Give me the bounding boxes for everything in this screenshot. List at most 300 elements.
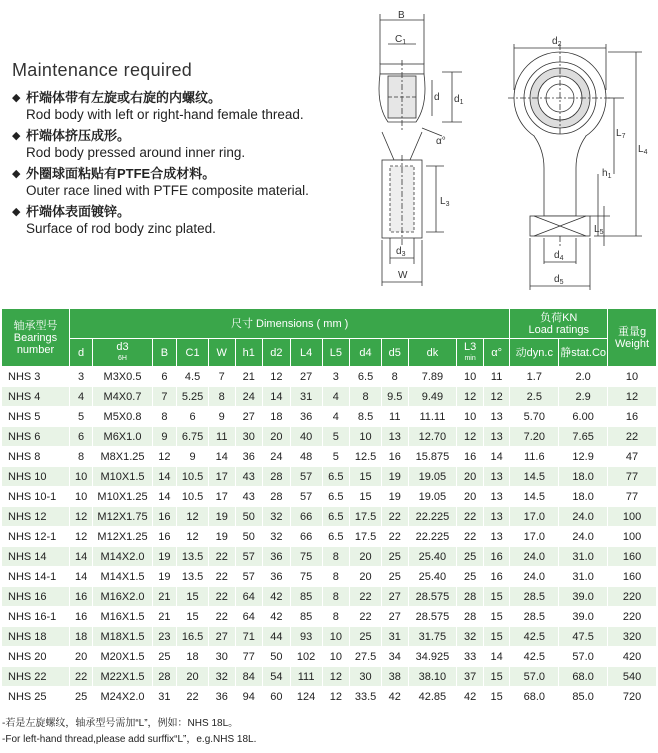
table-body <box>2 367 657 707</box>
table-cell: 10 <box>322 627 350 647</box>
table-cell: 85 <box>290 607 322 627</box>
table-cell: 8 <box>322 567 350 587</box>
table-cell: 28 <box>457 587 484 607</box>
table-cell: 16 <box>483 547 510 567</box>
table-cell: 66 <box>290 507 322 527</box>
table-cell: 15 <box>483 607 510 627</box>
table-cell: 2.5 <box>510 387 559 407</box>
table-cell: 9.49 <box>408 387 457 407</box>
table-cell: 31.0 <box>559 567 608 587</box>
table-cell: 11 <box>483 367 510 387</box>
table-cell: 10 <box>322 647 350 667</box>
maintenance-section <box>10 60 365 241</box>
table-cell: 20 <box>263 427 291 447</box>
table-cell: 22 <box>208 587 235 607</box>
table-cell: 66 <box>290 527 322 547</box>
table-cell: 16 <box>608 407 657 427</box>
table-cell: 12 <box>69 507 92 527</box>
table-cell: 21 <box>152 607 176 627</box>
footnote-en: -For left-hand thread,please add surffix“L”，e.g.NHS 18L. <box>2 734 257 745</box>
table-cell: 77 <box>608 487 657 507</box>
table-cell: 33.5 <box>350 687 382 707</box>
table-cell: 6.5 <box>322 487 350 507</box>
table-cell: 11.11 <box>408 407 457 427</box>
table-cell: 25 <box>152 647 176 667</box>
table-cell: 17.5 <box>350 507 382 527</box>
table-cell: 23 <box>152 627 176 647</box>
col-header: dk <box>408 339 457 367</box>
feature-cn: 杆端体挤压成形。 <box>26 128 131 143</box>
table-cell: 31 <box>381 627 408 647</box>
feature-cn: 杆端体表面镀锌。 <box>26 204 131 219</box>
table-cell: 27 <box>208 627 235 647</box>
rod-end-front-view-drawing <box>498 0 658 300</box>
table-cell: 77 <box>608 467 657 487</box>
table-cell: 57 <box>290 467 322 487</box>
table-cell: 24.0 <box>559 527 608 547</box>
table-cell: 43 <box>235 467 263 487</box>
table-cell: 16.5 <box>177 627 209 647</box>
table-cell: M8X1.25 <box>93 447 152 467</box>
col-header: W <box>208 339 235 367</box>
table-row <box>2 547 657 567</box>
table-cell: M18X1.5 <box>93 627 152 647</box>
table-cell: 36 <box>290 407 322 427</box>
table-cell: 48 <box>290 447 322 467</box>
table-cell: 28 <box>263 467 291 487</box>
table-cell: 31 <box>290 387 322 407</box>
table-cell: 42 <box>381 687 408 707</box>
table-cell: 20 <box>177 667 209 687</box>
table-cell: 28 <box>457 607 484 627</box>
table-cell: 13 <box>381 427 408 447</box>
table-cell: 14 <box>69 567 92 587</box>
table-cell: 15 <box>483 687 510 707</box>
table-cell: 14.5 <box>510 467 559 487</box>
table-cell: 28.575 <box>408 607 457 627</box>
table-cell: 71 <box>235 627 263 647</box>
table-cell: 10 <box>69 467 92 487</box>
table-cell: 39.0 <box>559 587 608 607</box>
table-cell: 22 <box>457 527 484 547</box>
table-cell: 57.0 <box>559 647 608 667</box>
label-L3: $L_3$ <box>440 196 450 208</box>
table-cell: 39.0 <box>559 607 608 627</box>
table-cell: 6.5 <box>322 467 350 487</box>
bullet-icon: ◆ <box>12 206 21 218</box>
table-cell: 22 <box>208 567 235 587</box>
table-cell: 13 <box>483 487 510 507</box>
table-cell: 8 <box>69 447 92 467</box>
bearing-number-cell: NHS 22 <box>2 667 70 687</box>
table-cell: 31.0 <box>559 547 608 567</box>
table-cell: 12 <box>177 507 209 527</box>
table-cell: 13 <box>483 467 510 487</box>
table-cell: M10X1.5 <box>93 467 152 487</box>
table-cell: 85.0 <box>559 687 608 707</box>
table-cell: 5.70 <box>510 407 559 427</box>
table-cell: 8 <box>322 547 350 567</box>
table-cell: 34.925 <box>408 647 457 667</box>
table-cell: 47.5 <box>559 627 608 647</box>
table-cell: 10 <box>457 407 484 427</box>
table-cell: 28.5 <box>510 607 559 627</box>
feature-en: Surface of rod body zinc plated. <box>26 221 216 236</box>
header-load-ratings: 负荷KN Load ratings <box>510 309 608 339</box>
table-cell: 36 <box>263 567 291 587</box>
feature-item <box>10 127 365 161</box>
table-cell: 15 <box>177 607 209 627</box>
table-cell: 17 <box>208 467 235 487</box>
table-cell: 4 <box>322 407 350 427</box>
table-cell: 22 <box>381 527 408 547</box>
table-cell: 4 <box>322 387 350 407</box>
table-cell: 42 <box>457 687 484 707</box>
table-cell: 22 <box>350 607 382 627</box>
table-cell: 14 <box>152 487 176 507</box>
table-cell: 11 <box>381 407 408 427</box>
table-cell: 8 <box>322 607 350 627</box>
table-cell: M12X1.25 <box>93 527 152 547</box>
table-cell: 9 <box>208 407 235 427</box>
table-cell: 100 <box>608 527 657 547</box>
table-cell: 2.9 <box>559 387 608 407</box>
table-cell: 33 <box>457 647 484 667</box>
table-cell: 6 <box>177 407 209 427</box>
table-cell: 10.5 <box>177 467 209 487</box>
table-cell: 22 <box>381 507 408 527</box>
table-cell: 54 <box>263 667 291 687</box>
table-cell: 25.40 <box>408 567 457 587</box>
table-cell: 14.5 <box>510 487 559 507</box>
table-cell: 43 <box>235 487 263 507</box>
table-row <box>2 427 657 447</box>
table-cell: 8 <box>152 407 176 427</box>
table-cell: 17.0 <box>510 527 559 547</box>
table-cell: 21 <box>235 367 263 387</box>
table-cell: 24 <box>263 447 291 467</box>
bearing-number-cell: NHS 20 <box>2 647 70 667</box>
table-cell: 11.6 <box>510 447 559 467</box>
bullet-icon: ◆ <box>12 130 21 142</box>
bullet-icon: ◆ <box>12 168 21 180</box>
table-cell: 320 <box>608 627 657 647</box>
col-header: B <box>152 339 176 367</box>
table-cell: 17 <box>208 487 235 507</box>
table-row <box>2 447 657 467</box>
table-cell: 13 <box>483 407 510 427</box>
table-cell: 57 <box>235 547 263 567</box>
table-cell: 38 <box>381 667 408 687</box>
table-cell: M16X1.5 <box>93 607 152 627</box>
table-cell: 15 <box>350 487 382 507</box>
table-cell: 22.225 <box>408 527 457 547</box>
table-cell: 32 <box>263 507 291 527</box>
table-cell: 18.0 <box>559 487 608 507</box>
table-cell: 9 <box>177 447 209 467</box>
table-cell: 2.0 <box>559 367 608 387</box>
table-cell: 18 <box>263 407 291 427</box>
table-cell: 12.9 <box>559 447 608 467</box>
table-row <box>2 507 657 527</box>
table-cell: 14 <box>69 547 92 567</box>
table-cell: 13.5 <box>177 567 209 587</box>
feature-en: Rod body pressed around inner ring. <box>26 145 246 160</box>
table-cell: 16 <box>483 567 510 587</box>
feature-en: Rod body with left or right-hand female thread. <box>26 107 304 122</box>
bearing-number-cell: NHS 16-1 <box>2 607 70 627</box>
table-cell: 6 <box>69 427 92 447</box>
table-cell: 18.0 <box>559 467 608 487</box>
table-cell: 5.25 <box>177 387 209 407</box>
table-cell: 28 <box>263 487 291 507</box>
table-cell: 27.5 <box>350 647 382 667</box>
table-cell: 8 <box>322 587 350 607</box>
table-cell: 22 <box>69 667 92 687</box>
col-header: L5 <box>322 339 350 367</box>
bearing-number-cell: NHS 12-1 <box>2 527 70 547</box>
table-cell: 20 <box>69 647 92 667</box>
table-cell: 420 <box>608 647 657 667</box>
table-cell: M5X0.8 <box>93 407 152 427</box>
table-cell: 32 <box>263 527 291 547</box>
table-cell: 5 <box>322 447 350 467</box>
table-cell: M20X1.5 <box>93 647 152 667</box>
col-header: h1 <box>235 339 263 367</box>
table-cell: 64 <box>235 607 263 627</box>
table-cell: 10.5 <box>177 487 209 507</box>
table-cell: 85 <box>290 587 322 607</box>
table-cell: 93 <box>290 627 322 647</box>
table-cell: 12 <box>608 387 657 407</box>
label-alpha: α° <box>436 136 446 147</box>
table-cell: 25 <box>381 547 408 567</box>
table-cell: 36 <box>208 687 235 707</box>
table-cell: 4.5 <box>177 367 209 387</box>
specification-table <box>1 308 657 707</box>
table-cell: 22 <box>608 427 657 447</box>
feature-cn: 外圈球面粘贴有PTFE合成材料。 <box>26 166 216 181</box>
col-header: 动dyn.c <box>510 339 559 367</box>
header-bearing-number: 轴承型号 Bearings number <box>2 309 70 367</box>
table-row <box>2 527 657 547</box>
table-cell: 15 <box>483 627 510 647</box>
table-cell: 44 <box>263 627 291 647</box>
table-row <box>2 387 657 407</box>
table-cell: 40 <box>290 427 322 447</box>
table-row <box>2 667 657 687</box>
table-cell: 50 <box>235 527 263 547</box>
table-cell: 34 <box>381 647 408 667</box>
table-cell: 22 <box>350 587 382 607</box>
table-cell: M6X1.0 <box>93 427 152 447</box>
table-cell: 111 <box>290 667 322 687</box>
bearing-number-cell: NHS 8 <box>2 447 70 467</box>
label-C1: $C_1$ <box>395 34 407 46</box>
bearing-number-cell: NHS 25 <box>2 687 70 707</box>
table-cell: 6.00 <box>559 407 608 427</box>
table-cell: 38.10 <box>408 667 457 687</box>
label-d3: $d_3$ <box>396 246 406 258</box>
table-cell: 25 <box>381 567 408 587</box>
table-cell: 13 <box>483 427 510 447</box>
table-cell: 16 <box>152 507 176 527</box>
table-cell: 25.40 <box>408 547 457 567</box>
col-header: d <box>69 339 92 367</box>
table-cell: 84 <box>235 667 263 687</box>
table-cell: 14 <box>208 447 235 467</box>
table-cell: 21 <box>152 587 176 607</box>
header-dimensions: 尺寸 Dimensions ( mm ) <box>69 309 509 339</box>
table-cell: 27 <box>290 367 322 387</box>
table-cell: 77 <box>235 647 263 667</box>
table-cell: 14 <box>263 387 291 407</box>
table-cell: 25 <box>350 627 382 647</box>
table-row <box>2 587 657 607</box>
col-header: d4 <box>350 339 382 367</box>
table-cell: 12 <box>177 527 209 547</box>
table-cell: 160 <box>608 547 657 567</box>
table-cell: 7.65 <box>559 427 608 447</box>
table-cell: 31 <box>152 687 176 707</box>
table-row <box>2 407 657 427</box>
table-cell: 14 <box>483 647 510 667</box>
bearing-number-cell: NHS 10-1 <box>2 487 70 507</box>
table-cell: 220 <box>608 607 657 627</box>
table-cell: 6.75 <box>177 427 209 447</box>
table-row <box>2 607 657 627</box>
table-cell: 68.0 <box>559 667 608 687</box>
table-cell: 28.575 <box>408 587 457 607</box>
table-cell: M14X2.0 <box>93 547 152 567</box>
table-cell: 50 <box>263 647 291 667</box>
bearing-number-cell: NHS 14 <box>2 547 70 567</box>
table-cell: 220 <box>608 587 657 607</box>
table-cell: 19 <box>152 567 176 587</box>
bearing-number-cell: NHS 3 <box>2 367 70 387</box>
table-cell: 7.89 <box>408 367 457 387</box>
table-cell: M24X2.0 <box>93 687 152 707</box>
table-cell: M22X1.5 <box>93 667 152 687</box>
table-cell: 42.5 <box>510 627 559 647</box>
table-cell: 19 <box>208 527 235 547</box>
table-cell: 7 <box>208 367 235 387</box>
table-cell: 12.70 <box>408 427 457 447</box>
table-cell: 42 <box>263 587 291 607</box>
table-cell: 16 <box>381 447 408 467</box>
table-cell: 32 <box>208 667 235 687</box>
table-cell: 50 <box>235 507 263 527</box>
table-cell: 42.85 <box>408 687 457 707</box>
table-cell: 75 <box>290 547 322 567</box>
table-cell: 24 <box>235 387 263 407</box>
bearing-number-cell: NHS 5 <box>2 407 70 427</box>
table-cell: 36 <box>263 547 291 567</box>
table-cell: 13 <box>483 527 510 547</box>
table-cell: 100 <box>608 507 657 527</box>
table-cell: 31.75 <box>408 627 457 647</box>
table-cell: 22 <box>177 687 209 707</box>
table-cell: 19.05 <box>408 467 457 487</box>
table-row <box>2 567 657 587</box>
table-cell: 30 <box>350 667 382 687</box>
table-cell: 15 <box>483 667 510 687</box>
col-header: α° <box>483 339 510 367</box>
table-cell: 18 <box>177 647 209 667</box>
table-cell: 47 <box>608 447 657 467</box>
col-header: d5 <box>381 339 408 367</box>
header-weight: 重量g Weight <box>608 309 657 367</box>
table-cell: 16 <box>69 607 92 627</box>
feature-cn: 杆端体带有左旋或右旋的内螺纹。 <box>26 90 222 105</box>
table-cell: 6 <box>152 367 176 387</box>
label-L7: $L_7$ <box>616 128 626 140</box>
table-cell: 32 <box>457 627 484 647</box>
table-cell: 20 <box>457 467 484 487</box>
table-cell: 22 <box>457 507 484 527</box>
bearing-number-cell: NHS 10 <box>2 467 70 487</box>
col-header: L4 <box>290 339 322 367</box>
table-cell: 8.5 <box>350 407 382 427</box>
table-cell: 42.5 <box>510 647 559 667</box>
table-cell: 720 <box>608 687 657 707</box>
bullet-icon: ◆ <box>12 92 21 104</box>
table-cell: 12 <box>322 667 350 687</box>
table-cell: 25 <box>457 567 484 587</box>
table-cell: 57 <box>290 487 322 507</box>
table-cell: 11 <box>208 427 235 447</box>
table-cell: 19 <box>381 487 408 507</box>
table-cell: M4X0.7 <box>93 387 152 407</box>
table-row <box>2 687 657 707</box>
table-cell: 5 <box>69 407 92 427</box>
table-cell: 8 <box>350 387 382 407</box>
table-cell: 94 <box>235 687 263 707</box>
feature-en: Outer race lined with PTFE composite material. <box>26 183 309 198</box>
table-cell: 5 <box>322 427 350 447</box>
table-cell: 7.20 <box>510 427 559 447</box>
table-cell: 60 <box>263 687 291 707</box>
table-cell: 7 <box>152 387 176 407</box>
table-cell: M10X1.25 <box>93 487 152 507</box>
table-cell: M14X1.5 <box>93 567 152 587</box>
table-cell: 22.225 <box>408 507 457 527</box>
table-cell: 160 <box>608 567 657 587</box>
table-cell: 12 <box>457 387 484 407</box>
table-cell: 27 <box>381 607 408 627</box>
table-cell: 30 <box>208 647 235 667</box>
label-L5: $L_5$ <box>594 224 604 236</box>
table-cell: 9.5 <box>381 387 408 407</box>
table-cell: 19.05 <box>408 487 457 507</box>
feature-item <box>10 165 365 199</box>
table-cell: 3 <box>69 367 92 387</box>
table-cell: 20 <box>350 547 382 567</box>
table-cell: 10 <box>69 487 92 507</box>
table-cell: 12 <box>457 427 484 447</box>
table-cell: 25 <box>69 687 92 707</box>
table-cell: 13.5 <box>177 547 209 567</box>
label-d: d <box>434 92 440 103</box>
table-cell: 6.5 <box>322 507 350 527</box>
table-cell: 15 <box>483 587 510 607</box>
table-cell: 12 <box>263 367 291 387</box>
table-cell: 24.0 <box>510 567 559 587</box>
table-cell: 24.0 <box>510 547 559 567</box>
table-cell: 57 <box>235 567 263 587</box>
table-cell: 19 <box>208 507 235 527</box>
table-cell: 9 <box>152 427 176 447</box>
